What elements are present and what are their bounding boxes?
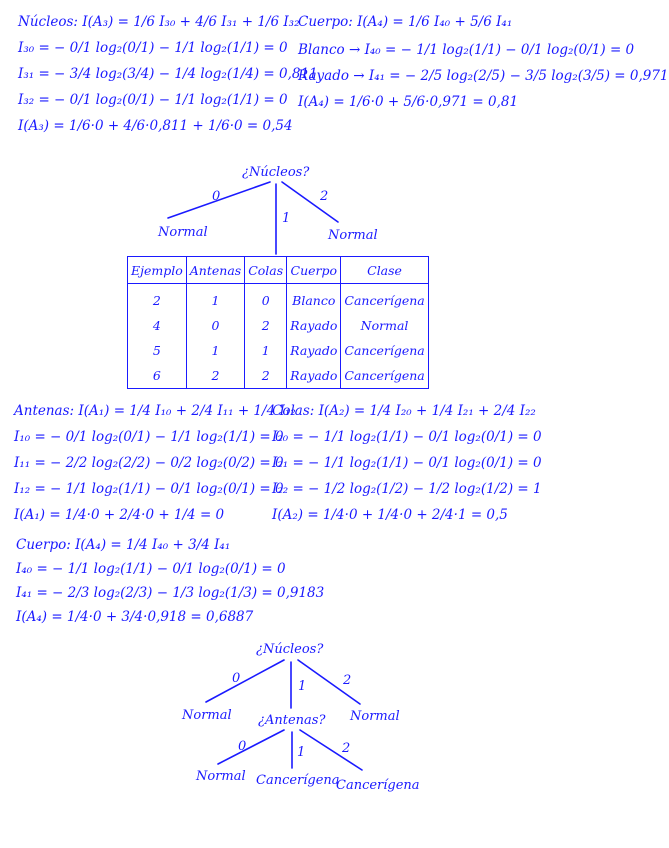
table-cell: 0 [186, 313, 244, 338]
tree1-leaf-right: Normal [328, 228, 378, 243]
table-cell: 2 [245, 313, 287, 338]
table-cell: Rayado [287, 313, 341, 338]
col-ejemplo: Ejemplo [128, 257, 187, 284]
tree2-subedge-0 [218, 730, 284, 764]
ia4b-result: I(A₄) = 1/4·0 + 3/4·0,918 = 0,6887 [16, 609, 254, 625]
i21-line: I₂₁ = − 1/1 log₂(1/1) − 0/1 log₂(0/1) = 0 [272, 455, 542, 471]
table-cell: Cancerígena [341, 284, 428, 314]
table-cell: Cancerígena [341, 338, 428, 363]
col-colas: Colas [245, 257, 287, 284]
col-cuerpo: Cuerpo [287, 257, 341, 284]
tree2-leaf-left: Normal [182, 708, 232, 723]
table-cell: 1 [186, 338, 244, 363]
tree2-subleaf-0: Normal [196, 769, 246, 784]
i20-line: I₂₀ = − 1/1 log₂(1/1) − 0/1 log₂(0/1) = 0 [272, 429, 542, 445]
tree2-subedge-2 [300, 730, 362, 770]
tree2-leaf-right: Normal [350, 709, 400, 724]
table-cell: 2 [245, 363, 287, 389]
ia2-result: I(A₂) = 1/4·0 + 1/4·0 + 2/4·1 = 0,5 [272, 507, 508, 523]
tree2-subbranch-1: 1 [297, 745, 306, 760]
table-cell: 1 [186, 284, 244, 314]
col-antenas: Antenas [186, 257, 244, 284]
tree2-branch-0: 0 [232, 671, 241, 686]
tree1-leaf-left: Normal [158, 225, 208, 240]
tree2-subbranch-0: 0 [238, 739, 247, 754]
table-cell: 4 [128, 313, 187, 338]
tree2-root: ¿Núcleos? [256, 642, 324, 657]
tree2-branch-1: 1 [298, 679, 307, 694]
i12-line: I₁₂ = − 1/1 log₂(1/1) − 0/1 log₂(0/1) = 0 [14, 481, 284, 497]
table-cell: 1 [245, 338, 287, 363]
i40-line: I₄₀ = − 1/1 log₂(1/1) − 0/1 log₂(0/1) = 0 [16, 561, 286, 577]
ia1-result: I(A₁) = 1/4·0 + 2/4·0 + 1/4 = 0 [14, 507, 225, 523]
tree1-root: ¿Núcleos? [242, 165, 310, 180]
rayado-line: Rayado → I₄₁ = − 2/5 log₂(2/5) − 3/5 log₂(3/5) = 0,971 [298, 68, 669, 84]
tree2-subleaf-1: Cancerígena [256, 773, 340, 788]
tree1-branch-2: 2 [320, 189, 329, 204]
table-cell: 6 [128, 363, 187, 389]
tree1-branch-0: 0 [212, 189, 221, 204]
tree2-branch-2: 2 [343, 673, 352, 688]
table-cell: Cancerígena [341, 363, 428, 389]
tree2-subbranch-2: 2 [342, 741, 351, 756]
table-cell: Normal [341, 313, 428, 338]
i30-line: I₃₀ = − 0/1 log₂(0/1) − 1/1 log₂(1/1) = 0 [18, 40, 288, 56]
i10-line: I₁₀ = − 0/1 log₂(0/1) − 1/1 log₂(1/1) = 0 [14, 429, 284, 445]
table-cell: Blanco [287, 284, 341, 314]
antenas-formula: Antenas: I(A₁) = 1/4 I₁₀ + 2/4 I₁₁ + 1/4 I₁₂ [14, 403, 296, 419]
tree2-edge-0 [206, 660, 284, 702]
cuerpo-formula: Cuerpo: I(A₄) = 1/6 I₄₀ + 5/6 I₄₁ [298, 14, 513, 30]
tree2-subleaf-2: Cancerígena [336, 778, 420, 793]
ia3-result: I(A₃) = 1/6·0 + 4/6·0,811 + 1/6·0 = 0,54 [18, 118, 293, 134]
i22-line: I₂₂ = − 1/2 log₂(1/2) − 1/2 log₂(1/2) = 1 [272, 481, 542, 497]
i32-line: I₃₂ = − 0/1 log₂(0/1) − 1/1 log₂(1/1) = 0 [18, 92, 288, 108]
nucleos-formula: Núcleos: I(A₃) = 1/6 I₃₀ + 4/6 I₃₁ + 1/6 I₃₂ [18, 14, 300, 30]
table-cell: 2 [128, 284, 187, 314]
table-cell: Rayado [287, 338, 341, 363]
tree2-subroot: ¿Antenas? [258, 713, 326, 728]
table-cell: Rayado [287, 363, 341, 389]
table-cell: 2 [186, 363, 244, 389]
col-clase: Clase [341, 257, 428, 284]
blanco-line: Blanco → I₄₀ = − 1/1 log₂(1/1) − 0/1 log₂(0/1) = 0 [298, 42, 635, 58]
i11-line: I₁₁ = − 2/2 log₂(2/2) − 0/2 log₂(0/2) = 0 [14, 455, 284, 471]
table-cell: 0 [245, 284, 287, 314]
i41-line: I₄₁ = − 2/3 log₂(2/3) − 1/3 log₂(1/3) = 0,9183 [16, 585, 325, 601]
i31-line: I₃₁ = − 3/4 log₂(3/4) − 1/4 log₂(1/4) = 0,811 [18, 66, 318, 82]
ia4-result: I(A₄) = 1/6·0 + 5/6·0,971 = 0,81 [298, 94, 519, 110]
cuerpo2-formula: Cuerpo: I(A₄) = 1/4 I₄₀ + 3/4 I₄₁ [16, 537, 231, 553]
tree1-branch-1: 1 [282, 211, 291, 226]
colas-formula: Colas: I(A₂) = 1/4 I₂₀ + 1/4 I₂₁ + 2/4 I₂₂ [272, 403, 536, 419]
table-cell: 5 [128, 338, 187, 363]
